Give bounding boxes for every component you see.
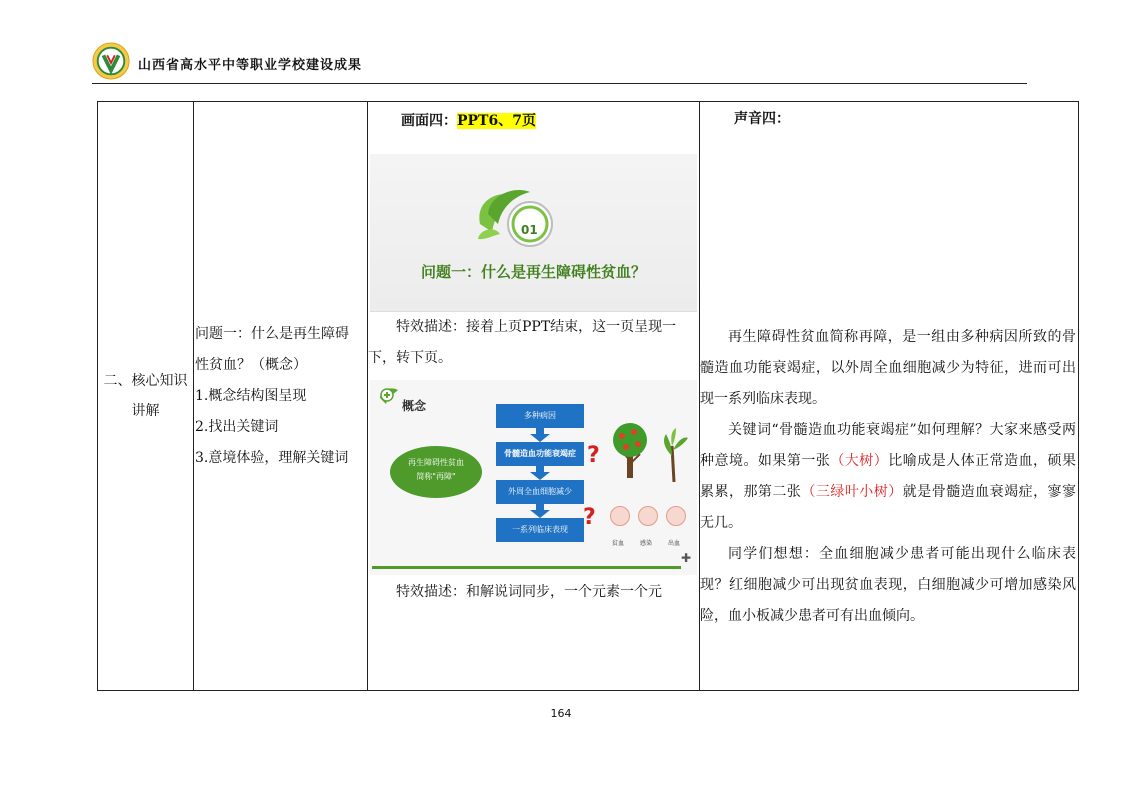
school-logo-icon [92,42,130,80]
icon-label: 感染 [640,540,653,547]
voice-heading: 声音四： [734,111,790,127]
slide-number: 01 [521,223,538,237]
question-mark-icon: ? [583,505,596,530]
scene-heading [401,108,699,134]
section-title-line2: 讲解 [131,403,160,419]
voice-text: 比喻成是人体正常造血，硕果累累，那第二张 [700,453,1077,500]
voice-paragraph-1: 再生障碍性贫血简称再障，是一组由多种病因所致的骨髓造血功能衰竭症，以外周全血细胞减少为特征，进而可出现一系列临床表现。 [700,329,1076,407]
question-item: 3.意境体验，理解关键词 [195,449,349,466]
slide-preview-concept [370,380,697,575]
bleeding-icon [666,506,686,526]
voice-highlight-red: （三绿叶小树） [801,484,903,500]
voice-cell [700,102,1079,691]
section-title-line1: 二、核心知识 [103,373,188,389]
concept-plus-icon [378,386,400,406]
lesson-table [97,101,1079,691]
tree-sparse-icon [658,426,690,482]
question-line2: 性贫血？（概念） [195,356,307,373]
infection-icon [638,506,658,526]
question-item: 1.概念结构图呈现 [195,387,307,404]
voice-highlight-red: （大树） [830,453,889,469]
tree-full-icon [606,420,654,480]
question-mark-icon: ? [587,443,600,468]
flow-box: 外周全血细胞减少 [496,480,584,504]
scene-ppt-highlight: PPT6、7页 [457,113,536,129]
section-cell [98,102,194,691]
effect-description-1: 特效描述：接着上页PPT结束，这一页呈现一下，转下页。 [368,319,677,366]
slide-preview-title [370,154,697,312]
oval-line1: 再生障碍性贫血 [408,458,464,467]
question-line1: 问题一：什么是再生障碍 [195,325,349,342]
voice-text: 就是骨髓造血衰竭症，寥寥无几。 [700,484,1077,531]
anemia-icon [610,506,630,526]
question-item: 2.找出关键词 [195,418,279,435]
slide-progress-bar [372,566,681,569]
effect-description-2: 特效描述：和解说词同步，一个元素一个元 [396,584,662,600]
leaf-badge-icon [470,184,560,254]
scene-label: 画面四： [401,113,457,129]
flow-arrows [530,428,550,520]
slide-title: 问题一：什么是再生障碍性贫血？ [420,263,646,281]
voice-paragraph-2 [700,415,1078,539]
icon-label: 出血 [668,540,681,547]
voice-text: 关键词“骨髓造血功能衰竭症”如何理解？大家来感受两种意境。如果第一张 [700,422,1076,469]
scene-cell [368,102,700,691]
concept-oval [390,446,482,498]
questions-cell [194,102,368,691]
icon-label: 贫血 [612,540,625,547]
flow-box: 多种病因 [496,404,584,428]
flow-box: 骨髓造血功能衰竭症 [496,442,584,466]
plus-icon: ✚ [680,551,691,565]
concept-heading: 概念 [402,399,427,413]
header-title: 山西省高水平中等职业学校建设成果 [138,58,363,73]
page-header [92,40,1027,84]
header-rule [92,83,1027,84]
flow-box: 一系列临床表现 [496,518,584,542]
oval-line2: 简称"再障" [416,472,456,481]
page-number: 164 [550,707,572,720]
voice-paragraph-3: 同学们想想：全血细胞减少患者可能出现什么临床表现？红细胞减少可出现贫血表现，白细胞减少可增加感染风险，血小板减少患者可有出血倾向。 [700,546,1076,624]
